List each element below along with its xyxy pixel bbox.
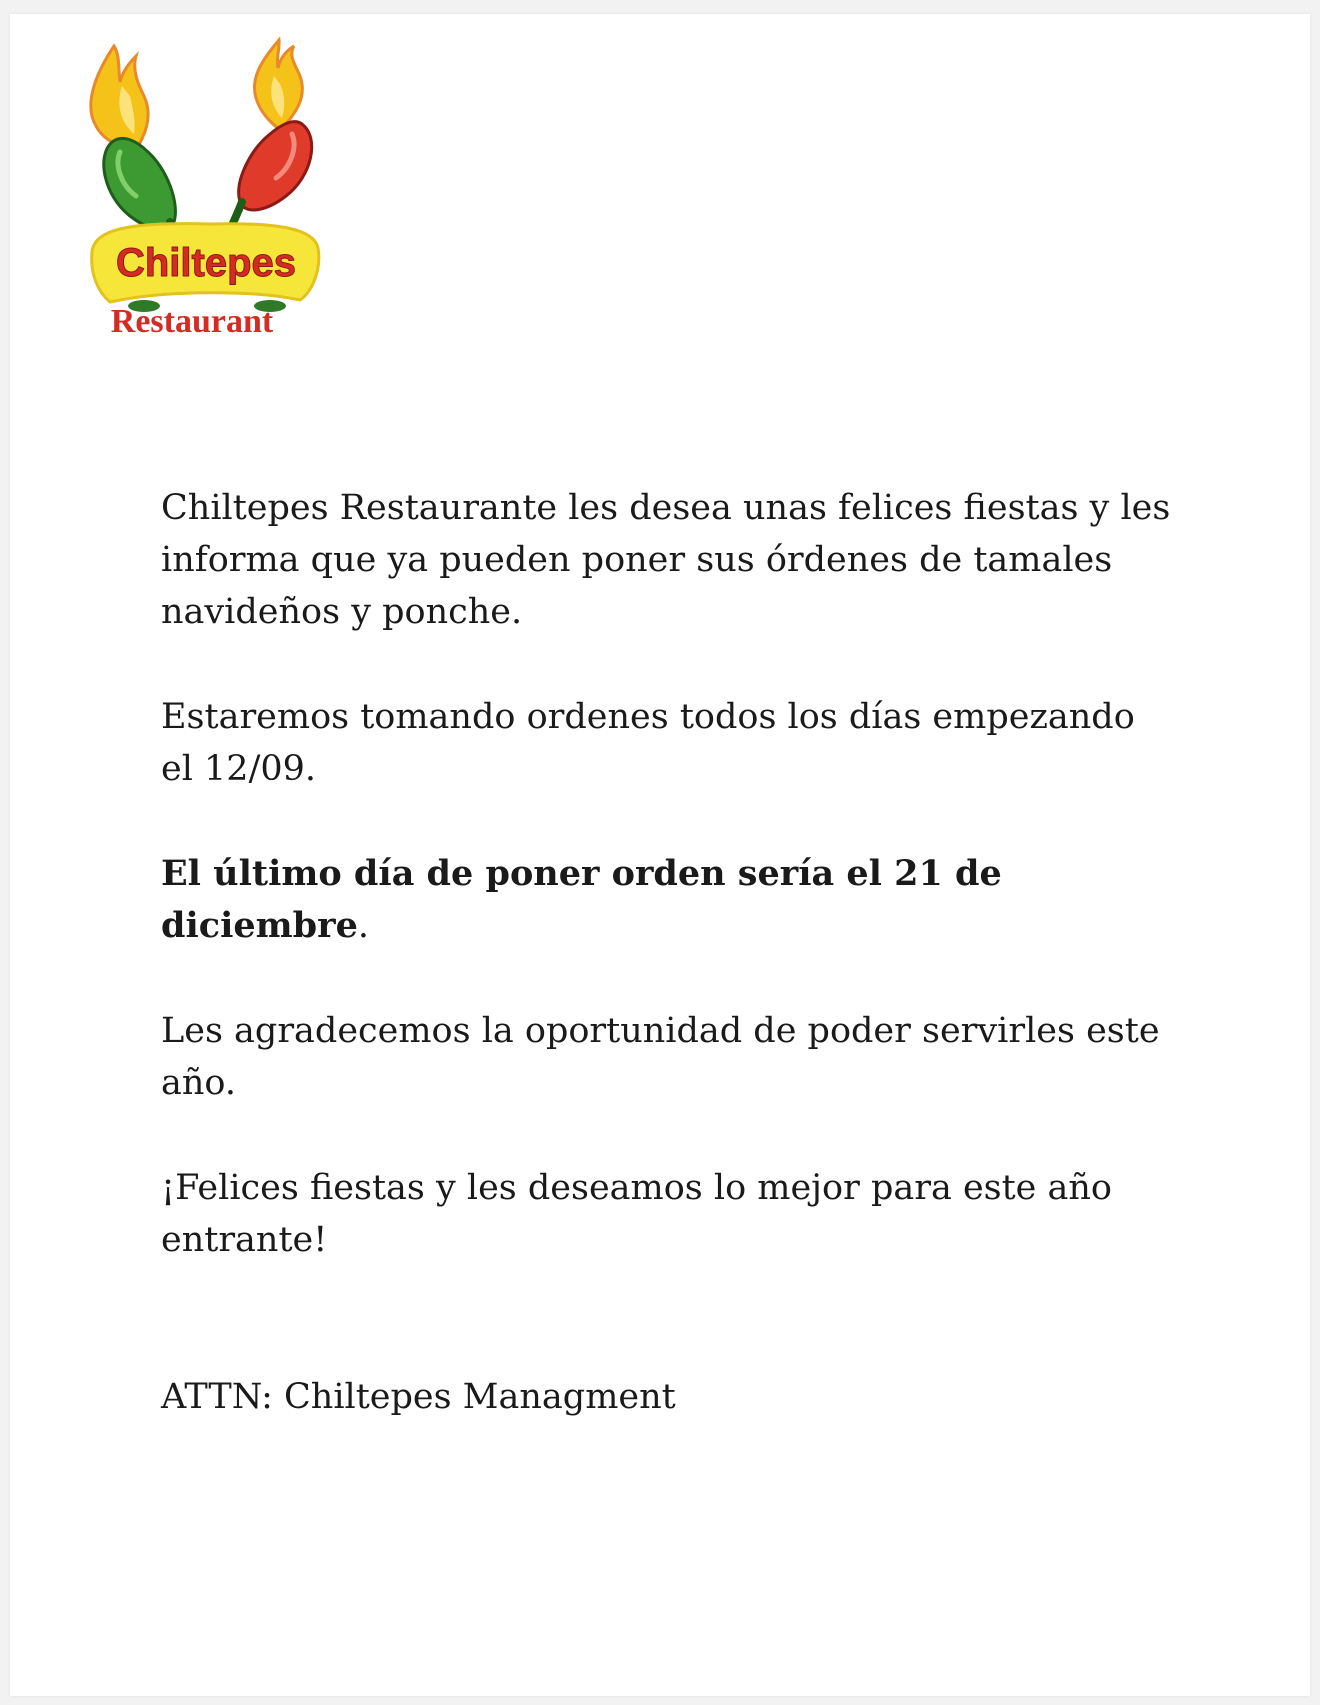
green-pepper-icon bbox=[104, 138, 176, 230]
paragraph-greeting: Chiltepes Restaurante les desea unas felices fiestas y les informa que ya pueden poner sus órdenes de tamales navideños y ponche. bbox=[161, 488, 1171, 632]
red-pepper-icon bbox=[239, 122, 312, 210]
deadline-bold-text: El último día de poner orden sería el 21 de diciembre bbox=[161, 853, 1002, 946]
chiltepes-logo-image bbox=[74, 26, 344, 366]
paragraph-thanks: Les agradecemos la oportunidad de poder servirles este año. bbox=[161, 1011, 1160, 1103]
logo-brand-subtitle: Restaurant bbox=[110, 303, 274, 340]
paragraph-deadline bbox=[161, 848, 1171, 952]
paragraph-order-start: Estaremos tomando ordenes todos los días empezando el 12/09. bbox=[161, 697, 1135, 789]
chiltepes-logo bbox=[74, 26, 344, 366]
logo-brand-name: Chiltepes bbox=[115, 241, 297, 285]
letter-page bbox=[10, 14, 1310, 1696]
signature: ATTN: Chiltepes Managment bbox=[161, 1377, 676, 1417]
deadline-period: . bbox=[357, 906, 369, 946]
paragraph-wishes: ¡Felices fiestas y les deseamos lo mejor para este año entrante! bbox=[161, 1168, 1112, 1260]
letter-body bbox=[161, 482, 1171, 1476]
